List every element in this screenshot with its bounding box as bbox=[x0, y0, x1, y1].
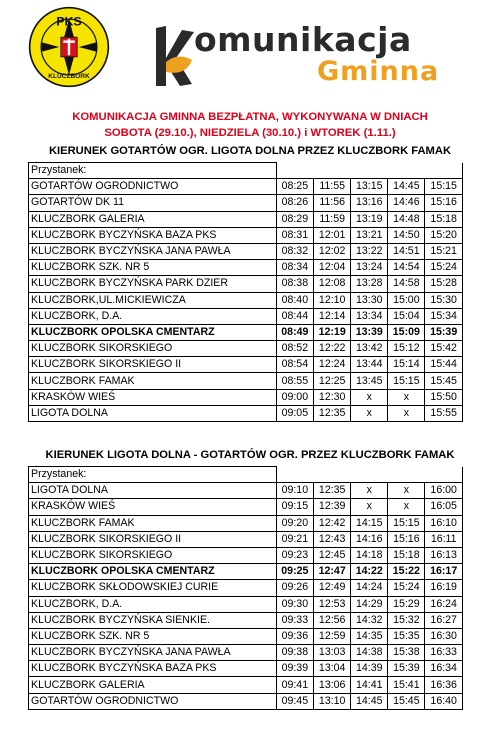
stop-name: KLUCZBORK, D.A. bbox=[29, 308, 277, 324]
table-row bbox=[29, 499, 463, 515]
stop-name: LIGOTA DOLNA bbox=[29, 483, 277, 499]
departure-time: 15:15 bbox=[388, 515, 425, 531]
departure-time: 15:45 bbox=[388, 693, 425, 709]
departure-time: 15:45 bbox=[425, 373, 463, 389]
departure-time: 14:41 bbox=[351, 677, 388, 693]
stop-name: GOTARTÓW DK 11 bbox=[29, 195, 277, 211]
table-row bbox=[29, 677, 463, 693]
stop-name: KLUCZBORK BYCZYŃSKA PARK DZIER bbox=[29, 276, 277, 292]
departure-time: 12:01 bbox=[314, 227, 351, 243]
departure-time: 14:16 bbox=[351, 531, 388, 547]
stop-name: KLUCZBORK SKŁODOWSKIEJ CURIE bbox=[29, 580, 277, 596]
departure-time: 14:51 bbox=[388, 243, 425, 259]
time-column-header bbox=[314, 163, 351, 179]
departure-time: 15:14 bbox=[388, 357, 425, 373]
stop-name: KLUCZBORK SIKORSKIEGO bbox=[29, 547, 277, 563]
stop-name: KLUCZBORK,UL.MICKIEWICZA bbox=[29, 292, 277, 308]
stop-name: KLUCZBORK SZK. NR 5 bbox=[29, 628, 277, 644]
departure-time: 08:29 bbox=[276, 211, 314, 227]
departure-time: 13:42 bbox=[351, 341, 388, 357]
stop-name: KRASKÓW WIEŚ bbox=[29, 499, 277, 515]
departure-time: 14:46 bbox=[388, 195, 425, 211]
departure-time: 08:54 bbox=[276, 357, 314, 373]
departure-time: x bbox=[351, 483, 388, 499]
table-row bbox=[29, 596, 463, 612]
departure-time: 12:04 bbox=[314, 260, 351, 276]
departure-time: 12:08 bbox=[314, 276, 351, 292]
table-row bbox=[29, 693, 463, 709]
departure-time: 13:45 bbox=[351, 373, 388, 389]
stop-name: KLUCZBORK GALERIA bbox=[29, 211, 277, 227]
departure-time: 15:21 bbox=[425, 243, 463, 259]
departure-time: 12:35 bbox=[314, 483, 351, 499]
departure-time: 15:16 bbox=[388, 531, 425, 547]
departure-time: 15:12 bbox=[388, 341, 425, 357]
departure-time: 15:22 bbox=[388, 564, 425, 580]
table-header-row bbox=[29, 163, 463, 179]
departure-time: 12:56 bbox=[314, 612, 351, 628]
departure-time: 11:59 bbox=[314, 211, 351, 227]
table-row bbox=[29, 308, 463, 324]
departure-time: 16:33 bbox=[425, 645, 463, 661]
departure-time: 15:09 bbox=[388, 324, 425, 340]
stop-column-header: Przystanek: bbox=[29, 163, 277, 179]
stop-name: KLUCZBORK BYCZYŃSKA SIENKIE. bbox=[29, 612, 277, 628]
departure-time: 08:49 bbox=[276, 324, 314, 340]
departure-time: 08:44 bbox=[276, 308, 314, 324]
departure-time: 14:48 bbox=[388, 211, 425, 227]
brand-word: omunikacja bbox=[194, 20, 412, 59]
departure-time: 09:23 bbox=[276, 547, 314, 563]
stop-name: KRASKÓW WIEŚ bbox=[29, 389, 277, 405]
departure-time: 14:50 bbox=[388, 227, 425, 243]
stop-name: KLUCZBORK OPOLSKA CMENTARZ bbox=[29, 564, 277, 580]
departure-time: 13:10 bbox=[314, 693, 351, 709]
departure-time: 15:42 bbox=[425, 341, 463, 357]
departure-time: 14:38 bbox=[351, 645, 388, 661]
departure-time: 15:18 bbox=[425, 211, 463, 227]
route-1-timetable bbox=[28, 162, 463, 422]
departure-time: 12:10 bbox=[314, 292, 351, 308]
table-row bbox=[29, 628, 463, 644]
departure-time: 14:22 bbox=[351, 564, 388, 580]
departure-time: 16:17 bbox=[425, 564, 463, 580]
departure-time: 12:49 bbox=[314, 580, 351, 596]
departure-time: 08:32 bbox=[276, 243, 314, 259]
logo-bottom-text: KLUCZBORK bbox=[48, 73, 90, 81]
departure-time: 09:41 bbox=[276, 677, 314, 693]
table-row bbox=[29, 341, 463, 357]
departure-time: 08:38 bbox=[276, 276, 314, 292]
departure-time: x bbox=[388, 389, 425, 405]
departure-time: 12:59 bbox=[314, 628, 351, 644]
departure-time: 14:32 bbox=[351, 612, 388, 628]
departure-time: 13:15 bbox=[351, 179, 388, 195]
table-row bbox=[29, 211, 463, 227]
departure-time: 09:00 bbox=[276, 389, 314, 405]
table-row bbox=[29, 292, 463, 308]
table-row bbox=[29, 564, 463, 580]
stop-name: KLUCZBORK GALERIA bbox=[29, 677, 277, 693]
departure-time: 08:34 bbox=[276, 260, 314, 276]
departure-time: 15:35 bbox=[388, 628, 425, 644]
departure-time: 14:18 bbox=[351, 547, 388, 563]
departure-time: 12:42 bbox=[314, 515, 351, 531]
departure-time: 09:36 bbox=[276, 628, 314, 644]
departure-time: 12:43 bbox=[314, 531, 351, 547]
header bbox=[0, 0, 500, 110]
table-row bbox=[29, 373, 463, 389]
brand-k-letter bbox=[152, 24, 196, 88]
departure-time: 15:41 bbox=[388, 677, 425, 693]
time-column-header bbox=[388, 163, 425, 179]
table-row bbox=[29, 661, 463, 677]
stop-name: KLUCZBORK BYCZYŃSKA JANA PAWŁA bbox=[29, 645, 277, 661]
departure-time: 09:21 bbox=[276, 531, 314, 547]
table-header-row bbox=[29, 467, 463, 483]
departure-time: 12:45 bbox=[314, 547, 351, 563]
departure-time: 09:38 bbox=[276, 645, 314, 661]
departure-time: 13:39 bbox=[351, 324, 388, 340]
departure-time: 16:11 bbox=[425, 531, 463, 547]
stop-name: GOTARTÓW OGRODNICTWO bbox=[29, 179, 277, 195]
departure-time: 12:14 bbox=[314, 308, 351, 324]
departure-time: x bbox=[351, 389, 388, 405]
departure-time: 13:06 bbox=[314, 677, 351, 693]
logo-top-text: PKS bbox=[56, 14, 82, 29]
departure-time: 15:20 bbox=[425, 227, 463, 243]
departure-time: 15:34 bbox=[425, 308, 463, 324]
departure-time: 14:35 bbox=[351, 628, 388, 644]
notice-line-1: KOMUNIKACJA GMINNA BEZPŁATNA, WYKONYWANA W DNIACH bbox=[72, 111, 428, 123]
table-row bbox=[29, 195, 463, 211]
table-row bbox=[29, 547, 463, 563]
departure-time: 12:22 bbox=[314, 341, 351, 357]
departure-time: 13:28 bbox=[351, 276, 388, 292]
departure-time: x bbox=[351, 499, 388, 515]
departure-time: 15:28 bbox=[425, 276, 463, 292]
table-row bbox=[29, 276, 463, 292]
table-row bbox=[29, 227, 463, 243]
departure-time: 15:32 bbox=[388, 612, 425, 628]
departure-time: 12:24 bbox=[314, 357, 351, 373]
departure-time: 15:18 bbox=[388, 547, 425, 563]
stop-name: KLUCZBORK FAMAK bbox=[29, 373, 277, 389]
notice-line-2: SOBOTA (29.10.), NIEDZIELA (30.10.) i WTOREK (1.11.) bbox=[104, 127, 396, 139]
departure-time: 14:15 bbox=[351, 515, 388, 531]
departure-time: 08:52 bbox=[276, 341, 314, 357]
departure-time: 15:55 bbox=[425, 405, 463, 421]
table-row bbox=[29, 324, 463, 340]
stop-name: KLUCZBORK BYCZYŃSKA BAZA PKS bbox=[29, 227, 277, 243]
komunikacja-gminna-brand bbox=[152, 18, 472, 96]
departure-time: 15:39 bbox=[425, 324, 463, 340]
stop-name: KLUCZBORK FAMAK bbox=[29, 515, 277, 531]
departure-time: 15:38 bbox=[388, 645, 425, 661]
departure-time: 09:05 bbox=[276, 405, 314, 421]
departure-time: 13:44 bbox=[351, 357, 388, 373]
route-2-timetable bbox=[28, 466, 463, 710]
departure-time: 14:45 bbox=[388, 179, 425, 195]
departure-time: 09:20 bbox=[276, 515, 314, 531]
pks-kluczbork-logo bbox=[28, 6, 110, 88]
time-column-header bbox=[425, 467, 463, 483]
departure-time: 16:34 bbox=[425, 661, 463, 677]
departure-time: 12:19 bbox=[314, 324, 351, 340]
table-row bbox=[29, 179, 463, 195]
departure-time: 09:45 bbox=[276, 693, 314, 709]
departure-time: x bbox=[388, 499, 425, 515]
departure-time: 09:26 bbox=[276, 580, 314, 596]
departure-time: 09:10 bbox=[276, 483, 314, 499]
departure-time: 16:24 bbox=[425, 596, 463, 612]
stop-name: GOTARTÓW OGRODNICTWO bbox=[29, 693, 277, 709]
table-row bbox=[29, 580, 463, 596]
stop-name: KLUCZBORK SIKORSKIEGO bbox=[29, 341, 277, 357]
departure-time: 08:55 bbox=[276, 373, 314, 389]
departure-time: 08:31 bbox=[276, 227, 314, 243]
route-1-title: KIERUNEK GOTARTÓW OGR. LIGOTA DOLNA PRZEZ KLUCZBORK FAMAK bbox=[48, 145, 452, 157]
table-row bbox=[29, 357, 463, 373]
departure-time: 11:56 bbox=[314, 195, 351, 211]
stop-name: KLUCZBORK BYCZYŃSKA BAZA PKS bbox=[29, 661, 277, 677]
departure-time: 16:40 bbox=[425, 693, 463, 709]
departure-time: 13:21 bbox=[351, 227, 388, 243]
departure-time: 12:47 bbox=[314, 564, 351, 580]
time-column-header bbox=[314, 467, 351, 483]
departure-time: 16:13 bbox=[425, 547, 463, 563]
stop-name: KLUCZBORK BYCZYŃSKA JANA PAWŁA bbox=[29, 243, 277, 259]
departure-time: x bbox=[388, 405, 425, 421]
departure-time: 14:29 bbox=[351, 596, 388, 612]
table-row bbox=[29, 405, 463, 421]
time-column-header bbox=[276, 467, 314, 483]
table-row bbox=[29, 531, 463, 547]
departure-time: 13:04 bbox=[314, 661, 351, 677]
free-service-notice bbox=[0, 109, 500, 141]
table-row bbox=[29, 260, 463, 276]
table-row bbox=[29, 612, 463, 628]
stop-name: KLUCZBORK, D.A. bbox=[29, 596, 277, 612]
departure-time: 08:40 bbox=[276, 292, 314, 308]
departure-time: 15:24 bbox=[425, 260, 463, 276]
stop-column-header: Przystanek: bbox=[29, 467, 277, 483]
departure-time: 15:39 bbox=[388, 661, 425, 677]
departure-time: 12:53 bbox=[314, 596, 351, 612]
departure-time: 15:04 bbox=[388, 308, 425, 324]
departure-time: 08:25 bbox=[276, 179, 314, 195]
departure-time: 12:35 bbox=[314, 405, 351, 421]
table-row bbox=[29, 515, 463, 531]
stop-name: LIGOTA DOLNA bbox=[29, 405, 277, 421]
departure-time: 09:15 bbox=[276, 499, 314, 515]
departure-time: 15:24 bbox=[388, 580, 425, 596]
departure-time: 16:00 bbox=[425, 483, 463, 499]
departure-time: 16:27 bbox=[425, 612, 463, 628]
departure-time: 11:55 bbox=[314, 179, 351, 195]
departure-time: 13:22 bbox=[351, 243, 388, 259]
departure-time: 15:16 bbox=[425, 195, 463, 211]
table-row bbox=[29, 243, 463, 259]
departure-time: 09:30 bbox=[276, 596, 314, 612]
table-row bbox=[29, 389, 463, 405]
departure-time: 15:15 bbox=[425, 179, 463, 195]
time-column-header bbox=[351, 163, 388, 179]
departure-time: 15:50 bbox=[425, 389, 463, 405]
departure-time: 09:25 bbox=[276, 564, 314, 580]
departure-time: 12:25 bbox=[314, 373, 351, 389]
departure-time: 15:30 bbox=[425, 292, 463, 308]
departure-time: 14:24 bbox=[351, 580, 388, 596]
departure-time: 12:39 bbox=[314, 499, 351, 515]
time-column-header bbox=[425, 163, 463, 179]
stop-name: KLUCZBORK SIKORSKIEGO II bbox=[29, 531, 277, 547]
departure-time: 14:45 bbox=[351, 693, 388, 709]
departure-time: 13:16 bbox=[351, 195, 388, 211]
departure-time: 16:19 bbox=[425, 580, 463, 596]
departure-time: 08:26 bbox=[276, 195, 314, 211]
departure-time: 13:34 bbox=[351, 308, 388, 324]
departure-time: 12:30 bbox=[314, 389, 351, 405]
departure-time: 12:02 bbox=[314, 243, 351, 259]
departure-time: x bbox=[388, 483, 425, 499]
stop-name: KLUCZBORK OPOLSKA CMENTARZ bbox=[29, 324, 277, 340]
time-column-header bbox=[388, 467, 425, 483]
departure-time: 14:58 bbox=[388, 276, 425, 292]
departure-time: 15:15 bbox=[388, 373, 425, 389]
time-column-header bbox=[276, 163, 314, 179]
departure-time: 16:30 bbox=[425, 628, 463, 644]
departure-time: 13:24 bbox=[351, 260, 388, 276]
stop-name: KLUCZBORK SIKORSKIEGO II bbox=[29, 357, 277, 373]
departure-time: 09:39 bbox=[276, 661, 314, 677]
brand-sub: Gminna bbox=[317, 56, 440, 87]
departure-time: 13:30 bbox=[351, 292, 388, 308]
table-row bbox=[29, 645, 463, 661]
departure-time: 15:00 bbox=[388, 292, 425, 308]
departure-time: 09:33 bbox=[276, 612, 314, 628]
departure-time: x bbox=[351, 405, 388, 421]
time-column-header bbox=[351, 467, 388, 483]
stop-name: KLUCZBORK SZK. NR 5 bbox=[29, 260, 277, 276]
departure-time: 16:05 bbox=[425, 499, 463, 515]
departure-time: 15:29 bbox=[388, 596, 425, 612]
departure-time: 16:36 bbox=[425, 677, 463, 693]
departure-time: 14:39 bbox=[351, 661, 388, 677]
departure-time: 15:44 bbox=[425, 357, 463, 373]
departure-time: 16:10 bbox=[425, 515, 463, 531]
departure-time: 14:54 bbox=[388, 260, 425, 276]
departure-time: 13:03 bbox=[314, 645, 351, 661]
table-row bbox=[29, 483, 463, 499]
route-2-title: KIERUNEK LIGOTA DOLNA - GOTARTÓW OGR. PRZEZ KLUCZBORK FAMAK bbox=[45, 449, 455, 461]
departure-time: 13:19 bbox=[351, 211, 388, 227]
